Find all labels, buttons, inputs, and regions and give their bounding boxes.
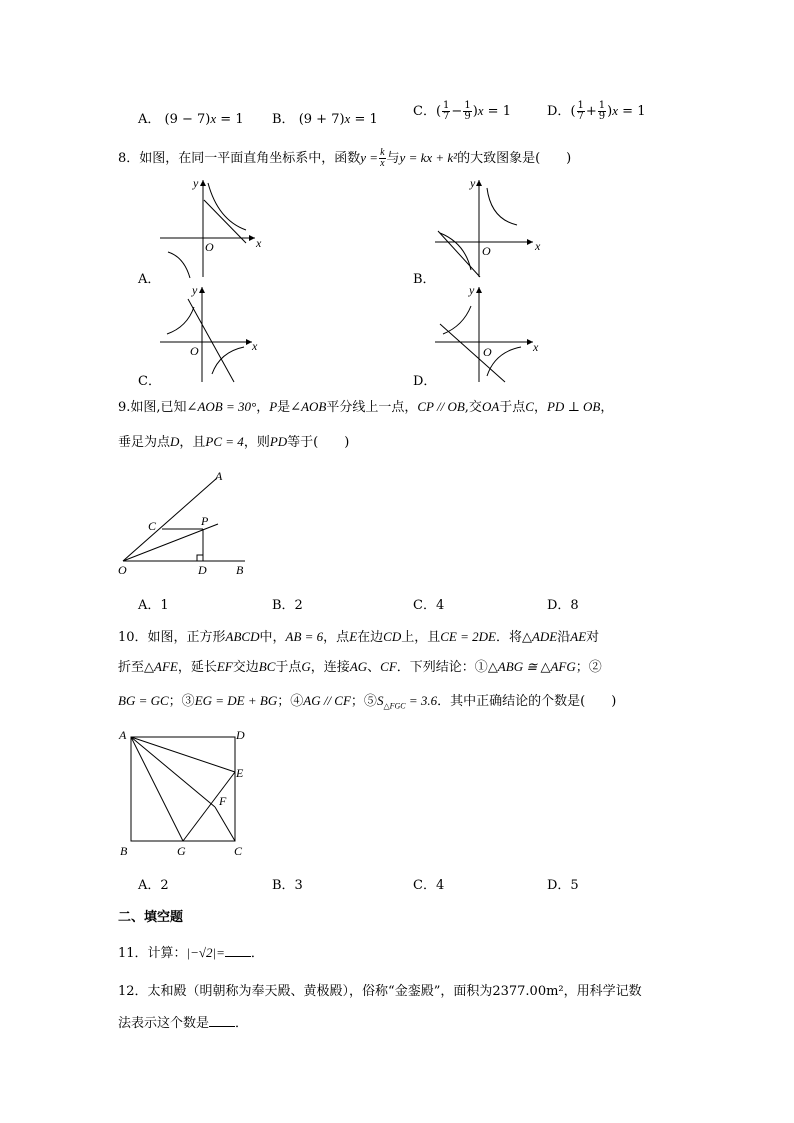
origin-label: O — [482, 244, 491, 258]
x-axis-arrow — [249, 235, 255, 241]
section-heading: 二、填空题 — [118, 910, 184, 925]
q10-option-c[interactable]: C．4 — [413, 878, 445, 893]
label-b: B — [120, 844, 128, 858]
origin-label: O — [190, 344, 199, 358]
option-label: D． — [547, 104, 571, 119]
q8-label-d: D． — [413, 374, 437, 389]
option-var: x — [344, 111, 351, 126]
label-f: F — [219, 794, 227, 808]
q10-stem-line1: 10．如图，正方形ABCD中，AB = 6，点E在边CD上，且CE = 2DE．将△ADE沿AE对 — [118, 629, 600, 645]
q7-option-b[interactable] — [272, 108, 378, 127]
label-c: C — [234, 844, 243, 858]
origin-label: O — [205, 240, 214, 254]
option-label: C． — [413, 104, 436, 119]
right-angle-mark — [197, 555, 203, 561]
q8-stem: 8．如图，在同一平面直角坐标系中，函数y = $\frac{k}{x}$ 与y = kx + k²的大致图象是( ) — [118, 147, 572, 169]
option-var: x — [210, 111, 217, 126]
q10-option-a[interactable]: A．2 — [138, 878, 169, 893]
y-label: y — [193, 176, 199, 190]
option-label: B． — [272, 112, 295, 127]
label-a: A — [119, 728, 127, 742]
q12-stem-line2: 法表示这个数是 ． — [118, 1016, 249, 1031]
label-g: G — [177, 844, 186, 858]
x-label: x — [252, 339, 258, 353]
line-graph — [438, 231, 480, 277]
option-expr: (9 + 7) — [298, 112, 345, 127]
q9-option-c[interactable]: C．4 — [413, 598, 445, 613]
fraction: $\frac{1}{7}$ — [443, 100, 450, 122]
hyperbola-branch — [168, 252, 190, 278]
q8-graph-d[interactable] — [435, 282, 545, 382]
q9-figure — [115, 468, 255, 580]
q10-option-b[interactable]: B．3 — [272, 878, 303, 893]
label-d: D — [236, 728, 245, 742]
segment-cf — [215, 807, 235, 841]
q10-stem-line2: 折至△AFE，延长EF交边BC于点G，连接AG、CF．下列结论：①△ABG ≅ △AFG；② — [118, 659, 602, 675]
fraction: $\frac{1}{9}$ — [464, 100, 471, 122]
x-label: x — [533, 340, 539, 354]
bisector-op — [123, 524, 218, 561]
q9-stem-line1: 9.如图,已知∠AOB = 30°，P是∠AOB平分线上一点，CP // OB,交OA于点C，PD ⊥ OB， — [118, 399, 614, 415]
line-graph — [440, 324, 505, 382]
q8-label-c: C． — [138, 374, 161, 389]
option-expr: = 1 — [216, 112, 244, 127]
x-label: x — [256, 236, 262, 250]
hyperbola-branch — [487, 188, 517, 225]
y-axis-arrow — [476, 287, 482, 293]
label-d: D — [198, 563, 207, 577]
q8-graph-b[interactable] — [435, 175, 545, 285]
fraction: $\frac{1}{9}$ — [598, 100, 606, 122]
line-graph — [188, 299, 234, 382]
option-label: A． — [138, 112, 161, 127]
segment-eg — [183, 772, 235, 841]
square-abcd — [131, 737, 235, 841]
y-label: y — [470, 176, 476, 190]
q7-option-c[interactable]: C．( $\frac{1}{7}$ − $\frac{1}{9}$ )x = 1 — [413, 100, 511, 122]
y-axis-arrow — [200, 180, 206, 186]
answer-blank[interactable] — [225, 944, 251, 957]
x-label: x — [535, 239, 541, 253]
q8-label-b: B． — [413, 272, 436, 287]
y-axis-arrow — [199, 287, 205, 293]
label-c: C — [148, 519, 157, 533]
label-e: E — [236, 766, 244, 780]
hyperbola-branch — [167, 307, 194, 334]
q9-option-b[interactable]: B．2 — [272, 598, 303, 613]
label-o: O — [118, 563, 127, 577]
q9-stem-line2: 垂足为点D，且PC = 4，则PD等于( ) — [118, 434, 350, 450]
origin-label: O — [483, 345, 492, 359]
y-label: y — [469, 283, 475, 297]
option-expr: (9 − 7) — [164, 112, 211, 127]
label-b: B — [236, 563, 244, 577]
y-axis-arrow — [476, 180, 482, 186]
q12-stem-line1: 12．太和殿（明朝称为奉天殿、黄极殿），俗称“金銮殿”，面积为2377.00m²，用科学记数 — [118, 984, 642, 999]
q11-stem: 11．计算：|−√2|= ． — [118, 945, 264, 961]
q8-label-a: A． — [138, 272, 161, 287]
label-p: P — [201, 514, 209, 528]
hyperbola-branch — [487, 347, 521, 376]
q7-option-a[interactable] — [138, 108, 244, 127]
segment-ag — [131, 737, 183, 841]
q9-option-a[interactable]: A．1 — [138, 598, 169, 613]
segment-ae — [131, 737, 235, 772]
label-a: A — [215, 469, 223, 483]
q9-option-d[interactable]: D．8 — [547, 598, 579, 613]
q7-option-d[interactable]: D．( $\frac{1}{7}$ + $\frac{1}{9}$ )x = 1 — [547, 100, 646, 122]
q10-figure — [115, 725, 265, 865]
q10-stem-line3: BG = GC；③EG = DE + BG；④AG // CF；$⑤S_{\triangle FGC} = 3.6$．其中正确结论的个数是( ) — [118, 693, 617, 711]
answer-blank[interactable] — [209, 1014, 235, 1027]
y-label: y — [192, 283, 198, 297]
q10-option-d[interactable]: D．5 — [547, 878, 579, 893]
x-axis-arrow — [527, 239, 533, 245]
line-graph — [204, 200, 246, 243]
segment-af — [131, 737, 215, 807]
q8-graph-c[interactable] — [160, 282, 270, 382]
fraction: $\frac{k}{x}$ — [380, 147, 385, 169]
option-expr: = 1 — [350, 112, 378, 127]
q8-graph-a[interactable] — [160, 175, 270, 285]
fraction: $\frac{1}{7}$ — [577, 100, 584, 122]
